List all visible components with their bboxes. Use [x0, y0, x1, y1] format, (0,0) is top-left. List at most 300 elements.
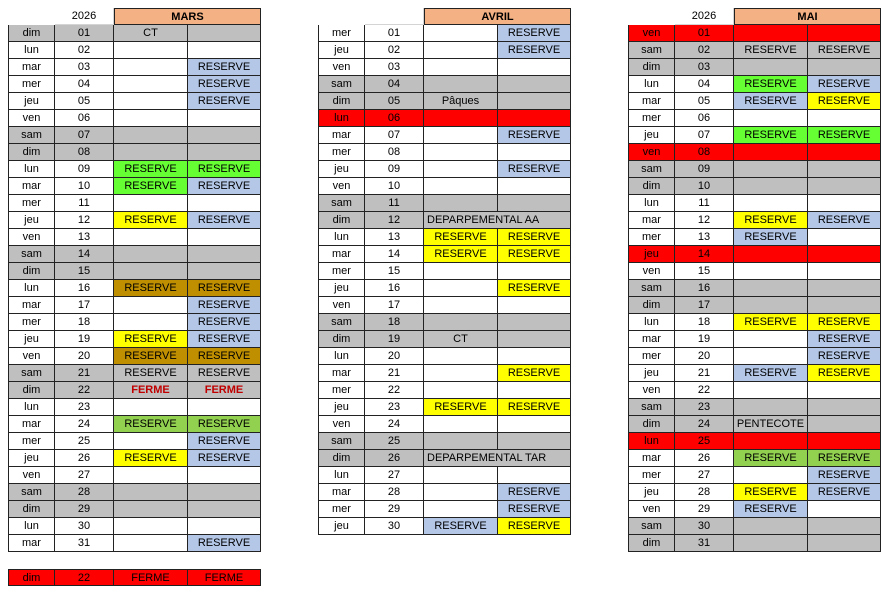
day-number-cell[interactable]: 29 — [365, 501, 424, 518]
day-number-cell[interactable]: 07 — [365, 127, 424, 144]
day-of-week-cell[interactable]: sam — [628, 518, 675, 535]
reservation-cell-b[interactable] — [188, 110, 261, 127]
reservation-cell-a[interactable] — [734, 433, 808, 450]
day-of-week-cell[interactable]: ven — [628, 144, 675, 161]
reservation-cell-b[interactable]: RESERVE — [188, 365, 261, 382]
day-of-week-cell[interactable]: jeu — [8, 450, 55, 467]
day-of-week-cell[interactable]: ven — [8, 467, 55, 484]
reservation-cell-b[interactable] — [188, 42, 261, 59]
day-of-week-cell[interactable]: sam — [628, 399, 675, 416]
reservation-cell-b[interactable] — [498, 348, 571, 365]
reservation-cell-a[interactable] — [114, 127, 188, 144]
reservation-cell-a[interactable] — [734, 297, 808, 314]
reservation-cell-a[interactable] — [424, 144, 498, 161]
reservation-cell-a[interactable] — [114, 246, 188, 263]
day-number-cell[interactable]: 07 — [675, 127, 734, 144]
day-number-cell[interactable]: 28 — [365, 484, 424, 501]
reservation-cell-a[interactable] — [734, 246, 808, 263]
reservation-cell-b[interactable] — [498, 467, 571, 484]
reservation-cell-a[interactable]: RESERVE — [114, 280, 188, 297]
reservation-cell-a[interactable] — [114, 76, 188, 93]
reservation-cell-a[interactable] — [734, 144, 808, 161]
day-of-week-cell[interactable]: lun — [318, 110, 365, 127]
reservation-cell-b[interactable] — [188, 467, 261, 484]
day-of-week-cell[interactable]: dim — [628, 297, 675, 314]
day-number-cell[interactable]: 15 — [365, 263, 424, 280]
reservation-cell-b[interactable] — [188, 229, 261, 246]
reservation-cell-a[interactable] — [734, 399, 808, 416]
reservation-cell-b[interactable]: RESERVE — [188, 161, 261, 178]
day-of-week-cell[interactable]: jeu — [628, 365, 675, 382]
day-number-cell[interactable]: 06 — [55, 110, 114, 127]
reservation-cell-b[interactable] — [498, 110, 571, 127]
day-number-cell[interactable]: 26 — [365, 450, 424, 467]
legend-day-number[interactable]: 22 — [55, 569, 114, 586]
day-of-week-cell[interactable]: mer — [318, 263, 365, 280]
reservation-cell-a[interactable] — [424, 484, 498, 501]
day-number-cell[interactable]: 25 — [365, 433, 424, 450]
day-number-cell[interactable]: 30 — [55, 518, 114, 535]
reservation-cell-a[interactable]: RESERVE — [114, 348, 188, 365]
day-number-cell[interactable]: 10 — [365, 178, 424, 195]
day-number-cell[interactable]: 24 — [365, 416, 424, 433]
day-number-cell[interactable]: 18 — [365, 314, 424, 331]
reservation-cell-b[interactable] — [188, 501, 261, 518]
reservation-cell-b[interactable] — [808, 501, 881, 518]
day-of-week-cell[interactable]: mer — [628, 110, 675, 127]
reservation-cell-b[interactable]: RESERVE — [498, 501, 571, 518]
day-of-week-cell[interactable]: lun — [628, 195, 675, 212]
reservation-cell-a[interactable] — [424, 127, 498, 144]
day-of-week-cell[interactable]: dim — [628, 59, 675, 76]
reservation-cell-b[interactable]: RESERVE — [188, 416, 261, 433]
day-of-week-cell[interactable]: dim — [8, 382, 55, 399]
reservation-cell-b[interactable]: RESERVE — [188, 314, 261, 331]
reservation-cell-a[interactable] — [424, 416, 498, 433]
day-of-week-cell[interactable]: mar — [8, 416, 55, 433]
reservation-cell-a[interactable]: RESERVE — [114, 416, 188, 433]
reservation-cell-b[interactable] — [808, 297, 881, 314]
day-number-cell[interactable]: 31 — [55, 535, 114, 552]
day-number-cell[interactable]: 14 — [365, 246, 424, 263]
reservation-cell-a[interactable] — [424, 365, 498, 382]
reservation-cell-a[interactable] — [734, 59, 808, 76]
legend-day-of-week[interactable]: dim — [8, 569, 55, 586]
reservation-cell-b[interactable]: RESERVE — [808, 365, 881, 382]
reservation-cell-a[interactable]: Pâques — [424, 93, 498, 110]
reservation-cell-a[interactable] — [424, 433, 498, 450]
day-number-cell[interactable]: 20 — [675, 348, 734, 365]
day-of-week-cell[interactable]: mer — [318, 144, 365, 161]
day-of-week-cell[interactable]: mer — [318, 382, 365, 399]
reservation-cell-a[interactable] — [734, 110, 808, 127]
reservation-cell-b[interactable] — [808, 518, 881, 535]
reservation-cell-a[interactable] — [114, 467, 188, 484]
reservation-cell-b[interactable] — [808, 178, 881, 195]
day-number-cell[interactable]: 20 — [55, 348, 114, 365]
day-of-week-cell[interactable]: lun — [8, 399, 55, 416]
day-of-week-cell[interactable]: ven — [318, 178, 365, 195]
reservation-cell-b[interactable] — [188, 263, 261, 280]
reservation-cell-b[interactable]: RESERVE — [808, 467, 881, 484]
reservation-cell-b[interactable] — [498, 263, 571, 280]
reservation-cell-b[interactable] — [498, 314, 571, 331]
reservation-cell-b[interactable] — [808, 399, 881, 416]
reservation-cell-a[interactable]: RESERVE — [424, 246, 498, 263]
reservation-cell-a[interactable]: FERME — [114, 382, 188, 399]
day-of-week-cell[interactable]: ven — [8, 229, 55, 246]
reservation-cell-b[interactable]: RESERVE — [808, 42, 881, 59]
reservation-cell-a[interactable] — [114, 93, 188, 110]
day-number-cell[interactable]: 16 — [675, 280, 734, 297]
reservation-cell-a[interactable]: RESERVE — [734, 76, 808, 93]
day-of-week-cell[interactable]: sam — [318, 314, 365, 331]
reservation-cell-b[interactable] — [498, 331, 571, 348]
day-number-cell[interactable]: 11 — [55, 195, 114, 212]
reservation-cell-a[interactable] — [734, 280, 808, 297]
reservation-cell-a[interactable]: RESERVE — [424, 518, 498, 535]
reservation-cell-b[interactable] — [188, 399, 261, 416]
day-number-cell[interactable]: 10 — [675, 178, 734, 195]
day-of-week-cell[interactable]: mer — [8, 195, 55, 212]
reservation-cell-a[interactable] — [424, 382, 498, 399]
reservation-cell-b[interactable]: RESERVE — [188, 178, 261, 195]
day-of-week-cell[interactable]: mer — [628, 229, 675, 246]
day-of-week-cell[interactable]: dim — [318, 331, 365, 348]
reservation-cell-a[interactable]: RESERVE — [734, 484, 808, 501]
reservation-cell-a[interactable] — [424, 297, 498, 314]
day-number-cell[interactable]: 03 — [675, 59, 734, 76]
reservation-cell-b[interactable]: RESERVE — [498, 25, 571, 42]
day-of-week-cell[interactable]: ven — [628, 382, 675, 399]
reservation-cell-b[interactable] — [188, 25, 261, 42]
reservation-cell-b[interactable]: RESERVE — [188, 331, 261, 348]
day-of-week-cell[interactable]: jeu — [8, 212, 55, 229]
day-of-week-cell[interactable]: sam — [318, 76, 365, 93]
reservation-cell-b[interactable] — [188, 127, 261, 144]
reservation-cell-a[interactable] — [114, 518, 188, 535]
day-number-cell[interactable]: 21 — [675, 365, 734, 382]
day-of-week-cell[interactable]: jeu — [318, 161, 365, 178]
day-number-cell[interactable]: 13 — [675, 229, 734, 246]
reservation-cell-a[interactable] — [424, 59, 498, 76]
day-number-cell[interactable]: 11 — [365, 195, 424, 212]
day-of-week-cell[interactable]: sam — [8, 246, 55, 263]
day-of-week-cell[interactable]: ven — [8, 110, 55, 127]
day-number-cell[interactable]: 04 — [55, 76, 114, 93]
reservation-cell-a[interactable]: RESERVE — [734, 229, 808, 246]
reservation-cell-b[interactable]: RESERVE — [188, 433, 261, 450]
reservation-cell-b[interactable]: RESERVE — [808, 450, 881, 467]
reservation-cell-a[interactable] — [114, 195, 188, 212]
reservation-cell-b[interactable] — [188, 484, 261, 501]
day-number-cell[interactable]: 01 — [675, 25, 734, 42]
reservation-cell-a[interactable] — [734, 467, 808, 484]
reservation-cell-a[interactable] — [734, 518, 808, 535]
day-number-cell[interactable]: 22 — [675, 382, 734, 399]
day-number-cell[interactable]: 30 — [675, 518, 734, 535]
day-of-week-cell[interactable]: mar — [318, 484, 365, 501]
reservation-cell-b[interactable]: RESERVE — [498, 246, 571, 263]
reservation-cell-b[interactable] — [808, 263, 881, 280]
day-of-week-cell[interactable]: jeu — [318, 280, 365, 297]
reservation-cell-b[interactable]: RESERVE — [498, 42, 571, 59]
day-number-cell[interactable]: 16 — [55, 280, 114, 297]
event-cell[interactable]: DEPARPEMENTAL AA — [424, 212, 571, 229]
day-number-cell[interactable]: 29 — [675, 501, 734, 518]
reservation-cell-b[interactable]: RESERVE — [808, 212, 881, 229]
day-number-cell[interactable]: 12 — [675, 212, 734, 229]
day-of-week-cell[interactable]: sam — [318, 433, 365, 450]
day-of-week-cell[interactable]: lun — [628, 76, 675, 93]
day-number-cell[interactable]: 02 — [365, 42, 424, 59]
day-of-week-cell[interactable]: mar — [628, 212, 675, 229]
day-of-week-cell[interactable]: sam — [8, 365, 55, 382]
reservation-cell-b[interactable]: RESERVE — [188, 212, 261, 229]
reservation-cell-a[interactable] — [114, 399, 188, 416]
day-number-cell[interactable]: 18 — [55, 314, 114, 331]
reservation-cell-a[interactable] — [114, 229, 188, 246]
day-of-week-cell[interactable]: mer — [8, 314, 55, 331]
day-of-week-cell[interactable]: dim — [8, 25, 55, 42]
day-of-week-cell[interactable]: dim — [318, 450, 365, 467]
reservation-cell-a[interactable] — [734, 382, 808, 399]
reservation-cell-b[interactable] — [808, 229, 881, 246]
reservation-cell-b[interactable] — [498, 59, 571, 76]
reservation-cell-b[interactable] — [808, 416, 881, 433]
reservation-cell-a[interactable] — [424, 161, 498, 178]
day-of-week-cell[interactable]: mar — [8, 535, 55, 552]
day-of-week-cell[interactable]: jeu — [628, 246, 675, 263]
reservation-cell-b[interactable] — [808, 433, 881, 450]
day-of-week-cell[interactable]: dim — [318, 212, 365, 229]
reservation-cell-a[interactable]: RESERVE — [734, 127, 808, 144]
day-number-cell[interactable]: 07 — [55, 127, 114, 144]
day-of-week-cell[interactable]: mer — [628, 348, 675, 365]
day-of-week-cell[interactable]: dim — [628, 416, 675, 433]
day-of-week-cell[interactable]: ven — [318, 297, 365, 314]
day-of-week-cell[interactable]: lun — [318, 467, 365, 484]
reservation-cell-a[interactable]: RESERVE — [734, 365, 808, 382]
day-of-week-cell[interactable]: lun — [628, 314, 675, 331]
day-of-week-cell[interactable]: mar — [628, 93, 675, 110]
reservation-cell-b[interactable]: RESERVE — [188, 297, 261, 314]
reservation-cell-a[interactable]: RESERVE — [424, 399, 498, 416]
day-of-week-cell[interactable]: jeu — [628, 127, 675, 144]
day-number-cell[interactable]: 08 — [365, 144, 424, 161]
reservation-cell-a[interactable]: RESERVE — [114, 212, 188, 229]
reservation-cell-a[interactable] — [114, 263, 188, 280]
day-number-cell[interactable]: 06 — [365, 110, 424, 127]
day-of-week-cell[interactable]: lun — [8, 280, 55, 297]
reservation-cell-a[interactable]: RESERVE — [114, 331, 188, 348]
reservation-cell-b[interactable]: RESERVE — [498, 280, 571, 297]
day-number-cell[interactable]: 09 — [365, 161, 424, 178]
reservation-cell-b[interactable]: RESERVE — [188, 59, 261, 76]
reservation-cell-a[interactable] — [424, 110, 498, 127]
day-number-cell[interactable]: 20 — [365, 348, 424, 365]
reservation-cell-a[interactable] — [114, 433, 188, 450]
day-of-week-cell[interactable]: mar — [8, 59, 55, 76]
day-number-cell[interactable]: 23 — [675, 399, 734, 416]
day-of-week-cell[interactable]: lun — [8, 518, 55, 535]
reservation-cell-b[interactable] — [808, 25, 881, 42]
day-number-cell[interactable]: 19 — [675, 331, 734, 348]
reservation-cell-b[interactable] — [498, 195, 571, 212]
reservation-cell-a[interactable] — [424, 263, 498, 280]
day-number-cell[interactable]: 31 — [675, 535, 734, 552]
reservation-cell-a[interactable] — [424, 25, 498, 42]
day-of-week-cell[interactable]: sam — [318, 195, 365, 212]
reservation-cell-b[interactable]: RESERVE — [188, 93, 261, 110]
reservation-cell-b[interactable]: RESERVE — [808, 348, 881, 365]
reservation-cell-b[interactable]: RESERVE — [188, 450, 261, 467]
day-of-week-cell[interactable]: sam — [628, 161, 675, 178]
day-number-cell[interactable]: 12 — [365, 212, 424, 229]
year-header[interactable]: 2026 — [55, 8, 114, 25]
reservation-cell-a[interactable]: CT — [424, 331, 498, 348]
reservation-cell-a[interactable] — [424, 348, 498, 365]
day-number-cell[interactable]: 22 — [365, 382, 424, 399]
day-of-week-cell[interactable]: dim — [8, 501, 55, 518]
reservation-cell-a[interactable]: RESERVE — [114, 365, 188, 382]
day-of-week-cell[interactable]: jeu — [8, 331, 55, 348]
day-number-cell[interactable]: 25 — [675, 433, 734, 450]
reservation-cell-b[interactable] — [498, 144, 571, 161]
day-number-cell[interactable]: 13 — [55, 229, 114, 246]
reservation-cell-a[interactable] — [114, 297, 188, 314]
reservation-cell-b[interactable] — [808, 144, 881, 161]
reservation-cell-a[interactable] — [114, 110, 188, 127]
reservation-cell-a[interactable] — [424, 314, 498, 331]
reservation-cell-a[interactable] — [114, 484, 188, 501]
day-of-week-cell[interactable]: mar — [318, 365, 365, 382]
reservation-cell-a[interactable] — [424, 280, 498, 297]
day-number-cell[interactable]: 16 — [365, 280, 424, 297]
reservation-cell-b[interactable] — [498, 93, 571, 110]
reservation-cell-b[interactable]: RESERVE — [808, 331, 881, 348]
day-of-week-cell[interactable]: jeu — [628, 484, 675, 501]
day-of-week-cell[interactable]: dim — [628, 535, 675, 552]
reservation-cell-a[interactable] — [734, 263, 808, 280]
reservation-cell-b[interactable] — [808, 280, 881, 297]
day-number-cell[interactable]: 09 — [675, 161, 734, 178]
day-number-cell[interactable]: 08 — [55, 144, 114, 161]
reservation-cell-a[interactable]: RESERVE — [734, 501, 808, 518]
day-number-cell[interactable]: 09 — [55, 161, 114, 178]
day-number-cell[interactable]: 19 — [365, 331, 424, 348]
reservation-cell-a[interactable] — [424, 42, 498, 59]
day-of-week-cell[interactable]: ven — [628, 501, 675, 518]
day-number-cell[interactable]: 05 — [55, 93, 114, 110]
year-header[interactable] — [365, 8, 424, 25]
reservation-cell-b[interactable]: RESERVE — [498, 161, 571, 178]
day-number-cell[interactable]: 29 — [55, 501, 114, 518]
day-number-cell[interactable]: 13 — [365, 229, 424, 246]
reservation-cell-a[interactable]: RESERVE — [114, 450, 188, 467]
reservation-cell-a[interactable]: RESERVE — [114, 161, 188, 178]
event-cell[interactable]: DEPARPEMENTAL TAR — [424, 450, 571, 467]
reservation-cell-a[interactable] — [734, 535, 808, 552]
day-of-week-cell[interactable]: lun — [8, 161, 55, 178]
day-of-week-cell[interactable]: jeu — [318, 399, 365, 416]
day-number-cell[interactable]: 19 — [55, 331, 114, 348]
day-of-week-cell[interactable]: mar — [318, 127, 365, 144]
day-of-week-cell[interactable]: mer — [318, 25, 365, 42]
reservation-cell-a[interactable] — [734, 195, 808, 212]
day-number-cell[interactable]: 03 — [365, 59, 424, 76]
reservation-cell-b[interactable] — [498, 416, 571, 433]
day-number-cell[interactable]: 06 — [675, 110, 734, 127]
day-of-week-cell[interactable]: lun — [8, 42, 55, 59]
reservation-cell-b[interactable]: RESERVE — [188, 348, 261, 365]
reservation-cell-b[interactable]: RESERVE — [188, 76, 261, 93]
reservation-cell-a[interactable] — [424, 178, 498, 195]
day-number-cell[interactable]: 26 — [55, 450, 114, 467]
day-of-week-cell[interactable]: mer — [318, 501, 365, 518]
day-of-week-cell[interactable]: ven — [8, 348, 55, 365]
reservation-cell-b[interactable] — [808, 161, 881, 178]
legend-status-a[interactable]: FERME — [114, 569, 188, 586]
day-number-cell[interactable]: 15 — [55, 263, 114, 280]
day-number-cell[interactable]: 21 — [365, 365, 424, 382]
day-of-week-cell[interactable]: mer — [628, 467, 675, 484]
day-number-cell[interactable]: 17 — [675, 297, 734, 314]
reservation-cell-a[interactable]: CT — [114, 25, 188, 42]
reservation-cell-b[interactable] — [498, 297, 571, 314]
day-of-week-cell[interactable]: mar — [318, 246, 365, 263]
day-of-week-cell[interactable]: mer — [8, 76, 55, 93]
day-of-week-cell[interactable]: jeu — [8, 93, 55, 110]
day-of-week-cell[interactable]: mer — [8, 433, 55, 450]
reservation-cell-a[interactable]: RESERVE — [734, 212, 808, 229]
reservation-cell-b[interactable] — [188, 518, 261, 535]
day-of-week-cell[interactable]: ven — [628, 25, 675, 42]
reservation-cell-b[interactable]: FERME — [188, 382, 261, 399]
reservation-cell-b[interactable] — [498, 76, 571, 93]
reservation-cell-a[interactable] — [114, 59, 188, 76]
reservation-cell-a[interactable] — [114, 42, 188, 59]
reservation-cell-a[interactable] — [424, 76, 498, 93]
reservation-cell-b[interactable]: RESERVE — [808, 314, 881, 331]
reservation-cell-b[interactable]: RESERVE — [498, 484, 571, 501]
day-number-cell[interactable]: 17 — [55, 297, 114, 314]
day-of-week-cell[interactable]: dim — [8, 263, 55, 280]
reservation-cell-a[interactable]: RESERVE — [734, 450, 808, 467]
day-number-cell[interactable]: 23 — [365, 399, 424, 416]
reservation-cell-b[interactable] — [808, 110, 881, 127]
day-number-cell[interactable]: 17 — [365, 297, 424, 314]
reservation-cell-a[interactable]: RESERVE — [734, 42, 808, 59]
day-of-week-cell[interactable]: dim — [8, 144, 55, 161]
day-number-cell[interactable]: 05 — [675, 93, 734, 110]
day-number-cell[interactable]: 22 — [55, 382, 114, 399]
reservation-cell-b[interactable]: RESERVE — [498, 399, 571, 416]
day-of-week-cell[interactable]: sam — [8, 484, 55, 501]
reservation-cell-b[interactable]: RESERVE — [498, 127, 571, 144]
month-header[interactable]: MARS — [114, 8, 261, 25]
reservation-cell-b[interactable] — [498, 382, 571, 399]
reservation-cell-a[interactable]: RESERVE — [424, 229, 498, 246]
day-number-cell[interactable]: 30 — [365, 518, 424, 535]
day-number-cell[interactable]: 14 — [55, 246, 114, 263]
day-number-cell[interactable]: 02 — [55, 42, 114, 59]
day-of-week-cell[interactable]: mar — [628, 450, 675, 467]
day-number-cell[interactable]: 03 — [55, 59, 114, 76]
day-number-cell[interactable]: 04 — [675, 76, 734, 93]
day-of-week-cell[interactable]: dim — [628, 178, 675, 195]
day-of-week-cell[interactable]: lun — [628, 433, 675, 450]
